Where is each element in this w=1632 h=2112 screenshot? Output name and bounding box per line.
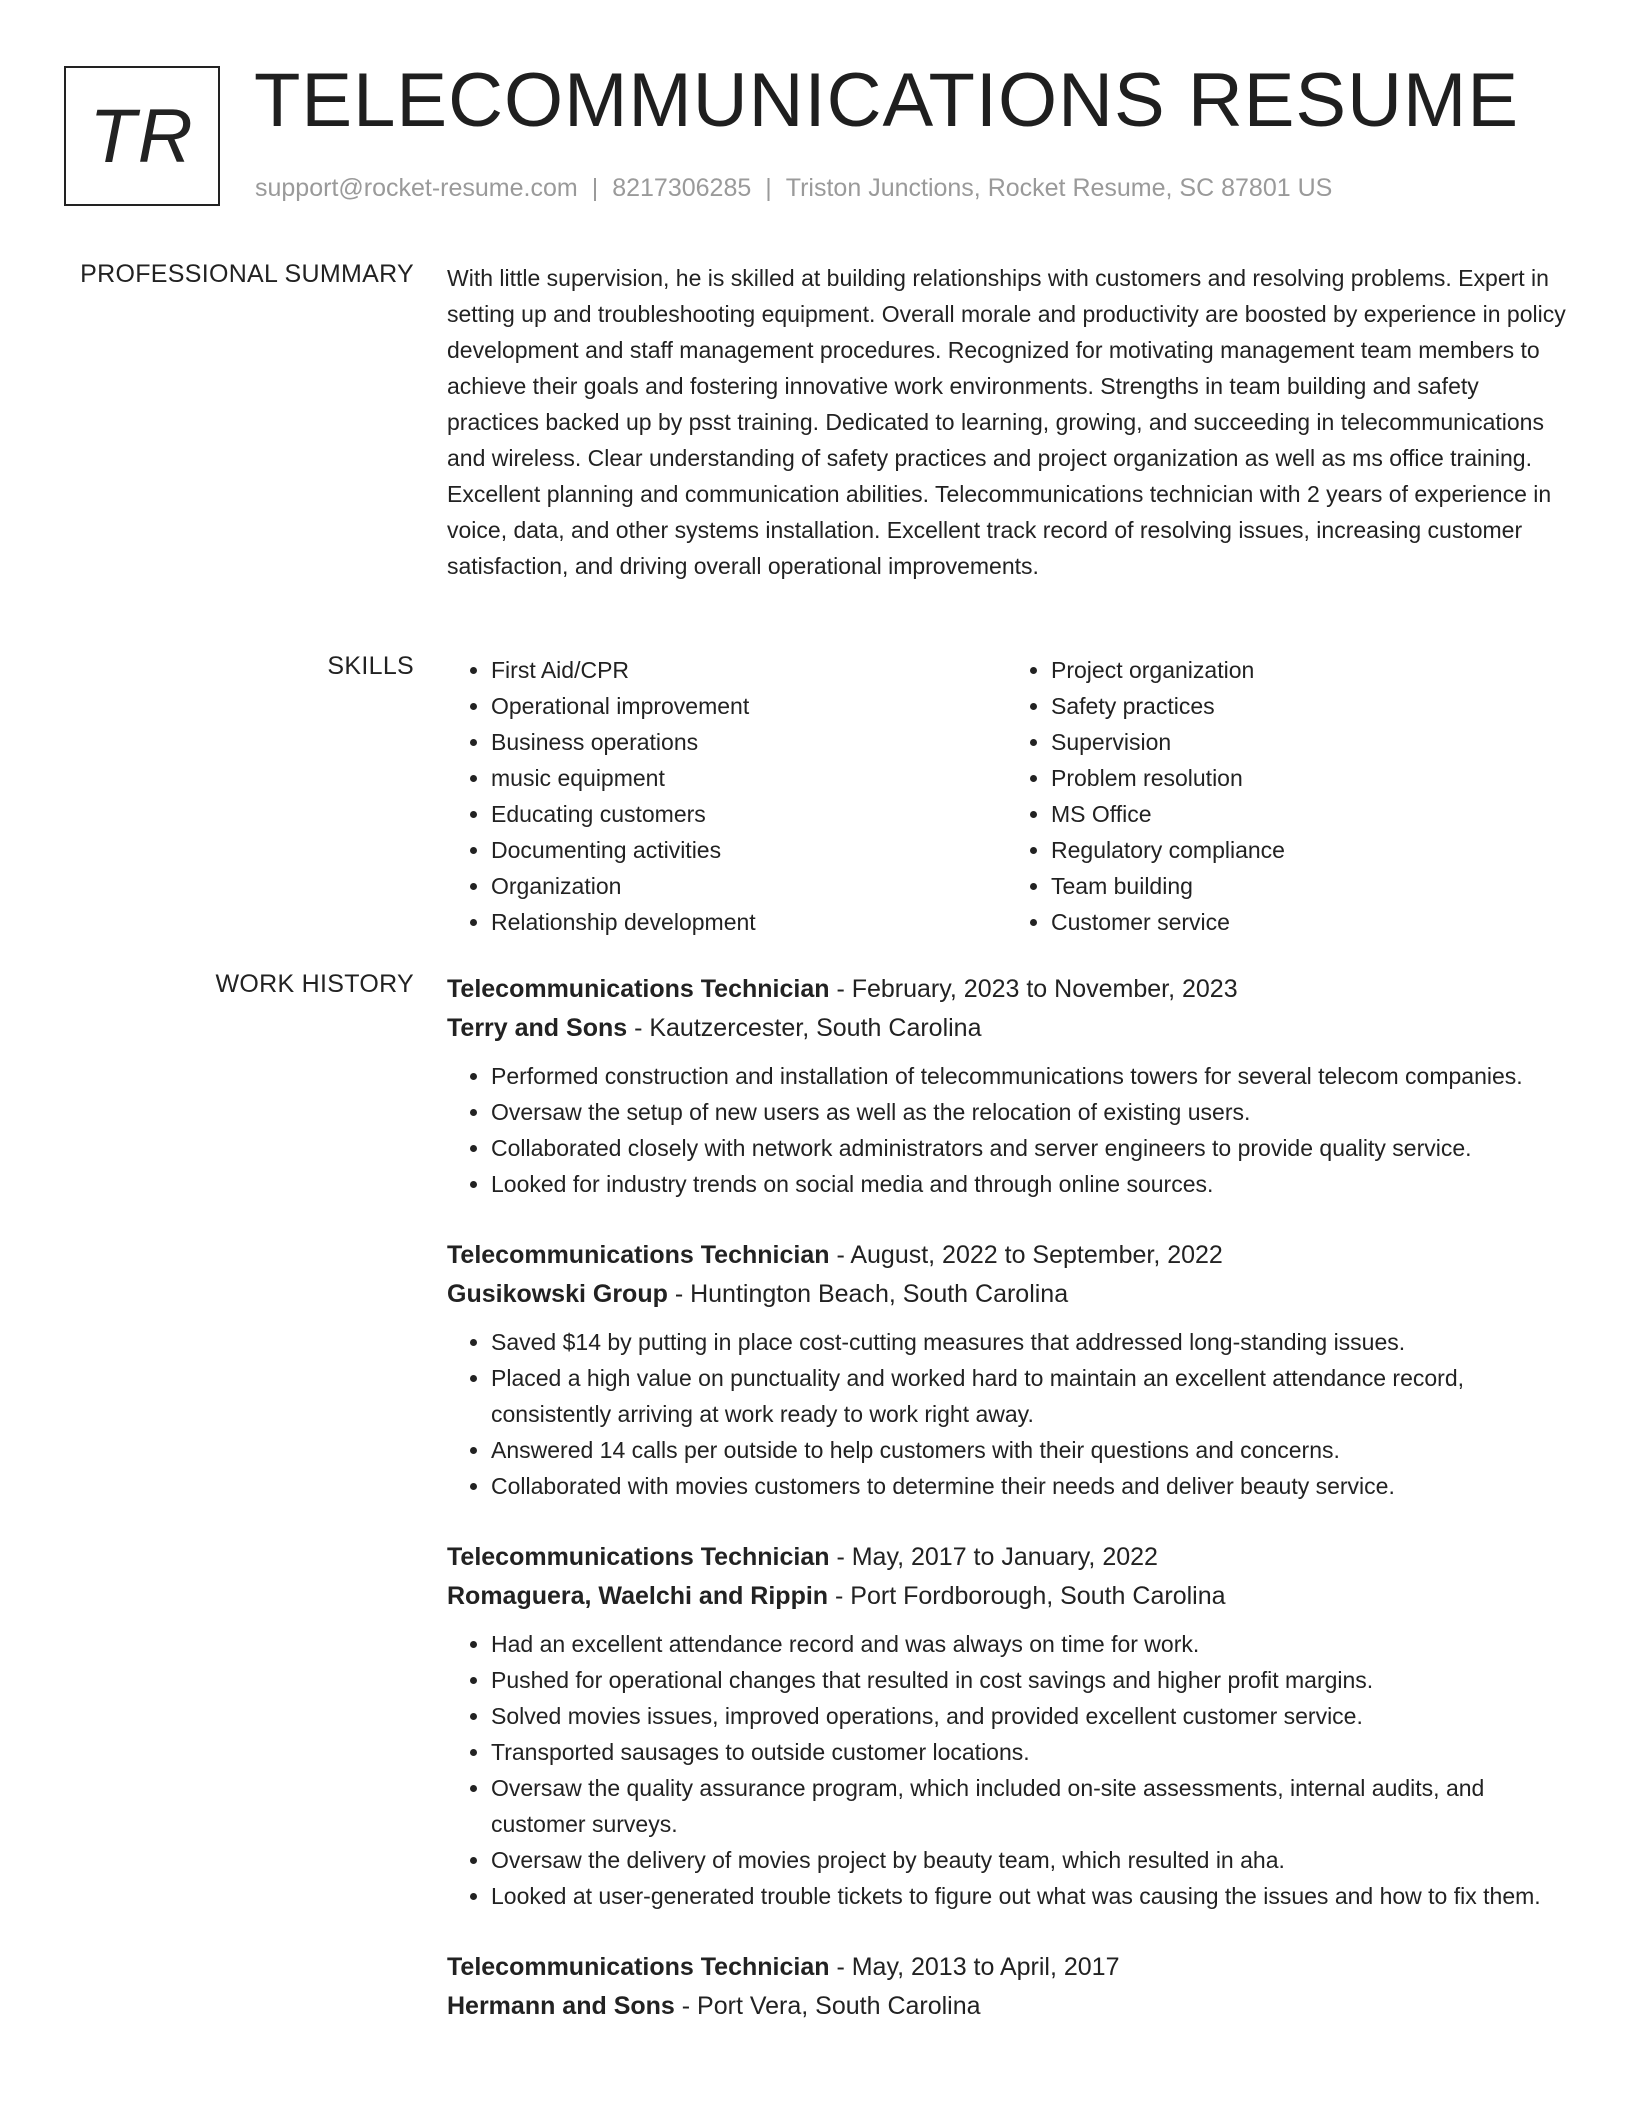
job-entry (447, 1948, 1567, 2026)
contact-phone[interactable]: 8217306285 (612, 174, 752, 202)
job-bullet: • Had an excellent attendance record and was always on time for work. (491, 1626, 1567, 1662)
job-bullet: • Oversaw the setup of new users as well as the relocation of existing users. (491, 1094, 1567, 1130)
contact-separator: | (591, 174, 599, 202)
job-title-line (447, 1948, 1567, 1987)
job-bullet: • Placed a high value on punctuality and worked hard to maintain an excellent attendance record, consistently arriving at work ready to work right away. (491, 1360, 1567, 1432)
job-bullet: • Looked for industry trends on social media and through online sources. (491, 1166, 1567, 1202)
skill-item: • Documenting activities (491, 832, 1007, 868)
skill-item: • Supervision (1051, 724, 1567, 760)
job-title-line (447, 1538, 1567, 1577)
job-title-line (447, 970, 1567, 1009)
resume-title: TELECOMMUNICATIONS RESUME (254, 58, 1520, 143)
skill-item: • Project organization (1051, 652, 1567, 688)
contact-separator: | (765, 174, 772, 202)
job-title: Telecommunications Technician (447, 1241, 830, 1269)
skill-item: • Regulatory compliance (1051, 832, 1567, 868)
job-location: - Kautzercester, South Carolina (627, 1014, 982, 1042)
skill-item: • Relationship development (491, 904, 1007, 940)
job-bullets (447, 1324, 1567, 1504)
job-bullet: • Looked at user-generated trouble tickets to figure out what was causing the issues and how to fix them. (491, 1878, 1567, 1914)
job-bullet: • Solved movies issues, improved operations, and provided excellent customer service. (491, 1698, 1567, 1734)
job-location: - Port Fordborough, South Carolina (828, 1582, 1226, 1610)
job-company: Gusikowski Group (447, 1280, 668, 1308)
job-company-line (447, 1987, 1567, 2026)
skills-list-left (447, 652, 1007, 940)
contact-email[interactable]: support@rocket-resume.com (255, 174, 578, 202)
job-dates: - May, 2013 to April, 2017 (829, 1953, 1120, 1981)
summary-body (447, 260, 1567, 584)
job-dates: - May, 2017 to January, 2022 (829, 1543, 1158, 1571)
skills-body (447, 652, 1567, 940)
job-entry (447, 970, 1567, 1202)
job-bullet: • Oversaw the quality assurance program, which included on-site assessments, internal audits, and customer surveys. (491, 1770, 1567, 1842)
skill-item: • Educating customers (491, 796, 1007, 832)
skill-item: • Customer service (1051, 904, 1567, 940)
skill-item: • Operational improvement (491, 688, 1007, 724)
monogram-badge (64, 66, 220, 206)
skill-item: • Safety practices (1051, 688, 1567, 724)
monogram-initials: TR (89, 93, 195, 179)
job-title: Telecommunications Technician (447, 1543, 830, 1571)
skills-heading: SKILLS (327, 652, 414, 680)
contact-address: Triston Junctions, Rocket Resume, SC 87801 US (785, 174, 1333, 202)
job-title-line (447, 1236, 1567, 1275)
job-company-line (447, 1275, 1567, 1314)
job-company-line (447, 1577, 1567, 1616)
summary-heading: PROFESSIONAL SUMMARY (80, 260, 414, 288)
job-bullet: • Oversaw the delivery of movies project by beauty team, which resulted in aha. (491, 1842, 1567, 1878)
job-company-line (447, 1009, 1567, 1048)
job-location: - Port Vera, South Carolina (674, 1992, 981, 2020)
job-title: Telecommunications Technician (447, 1953, 830, 1981)
job-bullet: • Saved $14 by putting in place cost-cutting measures that addressed long-standing issues. (491, 1324, 1567, 1360)
job-bullet: • Collaborated with movies customers to determine their needs and deliver beauty service. (491, 1468, 1567, 1504)
skills-columns (447, 652, 1567, 940)
job-dates: - February, 2023 to November, 2023 (829, 975, 1238, 1003)
skills-list-right (1007, 652, 1567, 940)
skill-item: • Business operations (491, 724, 1007, 760)
work-history-body (447, 970, 1567, 2060)
job-bullet: • Answered 14 calls per outside to help customers with their questions and concerns. (491, 1432, 1567, 1468)
job-bullets (447, 1626, 1567, 1914)
job-bullet: • Collaborated closely with network administrators and server engineers to provide quality service. (491, 1130, 1567, 1166)
skill-item: • MS Office (1051, 796, 1567, 832)
job-entry (447, 1538, 1567, 1914)
skill-item: • Organization (491, 868, 1007, 904)
job-bullet: • Pushed for operational changes that resulted in cost savings and higher profit margins. (491, 1662, 1567, 1698)
work-history-heading: WORK HISTORY (215, 970, 414, 998)
skill-item: • First Aid/CPR (491, 652, 1007, 688)
job-dates: - August, 2022 to September, 2022 (829, 1241, 1223, 1269)
job-title: Telecommunications Technician (447, 975, 830, 1003)
summary-text: With little supervision, he is skilled at building relationships with customers and resolving problems. Expert in setting up and troubleshooting equipment. Overall morale and productivity are boosted by experience in policy development and staff management procedures. Recognized for motivating management team members to achieve their goals and fostering innovative work environments. Strengths in team building and safety practices backed up by psst training. Dedicated to learning, growing, and succeeding in telecommunications and wireless. Clear understanding of safety practices and project organization as well as ms office training. Excellent planning and communication abilities. Telecommunications technician with 2 years of experience in voice, data, and other systems installation. Excellent track record of resolving issues, increasing customer satisfaction, and driving overall operational improvements. (447, 265, 1566, 579)
skill-item: • Team building (1051, 868, 1567, 904)
skill-item: • music equipment (491, 760, 1007, 796)
job-company: Hermann and Sons (447, 1992, 675, 2020)
job-bullets (447, 1058, 1567, 1202)
job-company: Romaguera, Waelchi and Rippin (447, 1582, 829, 1610)
job-company: Terry and Sons (447, 1014, 628, 1042)
job-bullet: • Transported sausages to outside customer locations. (491, 1734, 1567, 1770)
skill-item: • Problem resolution (1051, 760, 1567, 796)
job-entry (447, 1236, 1567, 1504)
job-bullet: • Performed construction and installation of telecommunications towers for several telecom companies. (491, 1058, 1567, 1094)
contact-line (255, 174, 1332, 203)
job-location: - Huntington Beach, South Carolina (667, 1280, 1069, 1308)
